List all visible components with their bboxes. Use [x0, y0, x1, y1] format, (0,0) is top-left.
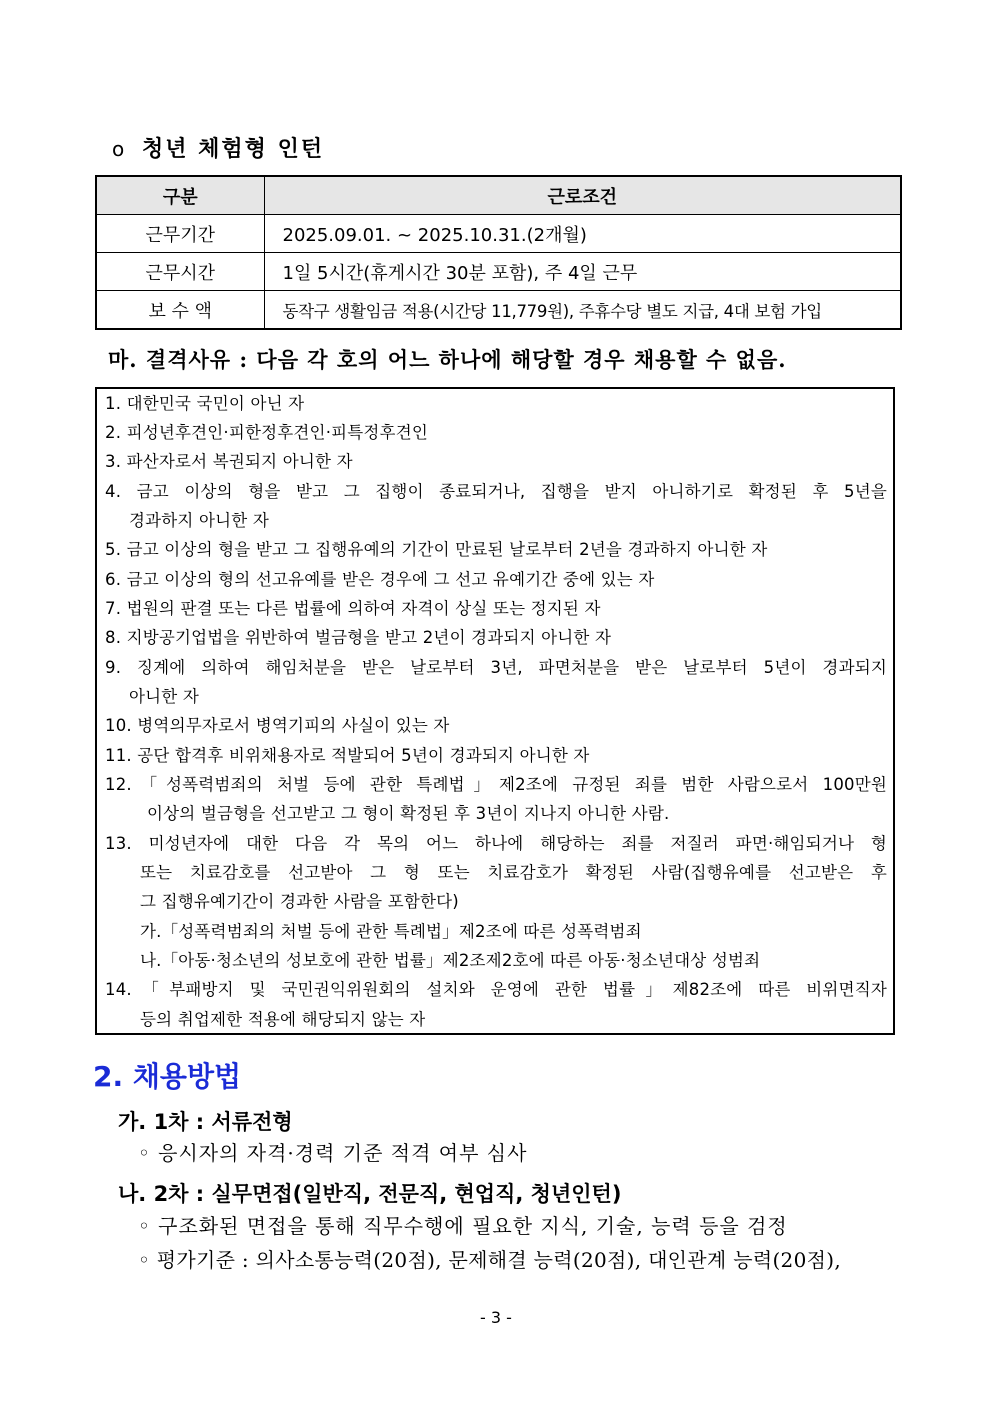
recruitment-method-title: 2. 채용방법 — [93, 1060, 242, 1093]
step2-bullet-1: ◦ 구조화된 면접을 통해 직무수행에 필요한 지식, 기술, 능력 등을 검정 — [138, 1214, 788, 1238]
list-item: 2. 피성년후견인·피한정후견인·피특정후견인 — [105, 423, 428, 442]
list-item: 3. 파산자로서 복권되지 아니한 자 — [105, 452, 353, 471]
step2-title: 나. 2차 : 실무면접(일반직, 전문직, 현업직, 청년인턴) — [118, 1182, 622, 1206]
list-item: 5. 금고 이상의 형을 받고 그 집행유예의 기간이 만료된 날로부터 2년을 경과하지 아니한 자 — [105, 540, 768, 559]
list-item: 4. 금고 이상의 형을 받고 그 집행이 종료되거나, 집행을 받지 아니하기로 확정된 후 5년을 — [105, 482, 887, 501]
circle-bullet-icon: o — [112, 137, 127, 161]
table-header-conditions: 근로조건 — [264, 176, 901, 215]
row-label-period: 근무기간 — [96, 215, 264, 253]
list-item-continued: 등의 취업제한 적용에 해당되지 않는 자 — [140, 1010, 426, 1029]
table-row — [96, 291, 901, 330]
list-item: 6. 금고 이상의 형의 선고유예를 받은 경우에 그 선고 유예기간 중에 있는 자 — [105, 570, 655, 589]
list-item: 9. 징계에 의하여 해임처분을 받은 날로부터 3년, 파면처분을 받은 날로부터 5년이 경과되지 — [105, 658, 887, 677]
list-item: 11. 공단 합격후 비위채용자로 적발되어 5년이 경과되지 아니한 자 — [105, 746, 590, 765]
list-item: 1. 대한민국 국민이 아닌 자 — [105, 394, 305, 413]
disqualification-title: 마. 결격사유 : 다음 각 호의 어느 하나에 해당할 경우 채용할 수 없음. — [108, 347, 787, 372]
page-number: - 3 - — [480, 1308, 512, 1327]
table-header-row — [96, 176, 901, 215]
intern-section-title — [112, 132, 324, 163]
list-item: 7. 법원의 판결 또는 다른 법률에 의하여 자격이 상실 또는 정지된 자 — [105, 599, 601, 618]
row-label-hours: 근무시간 — [96, 253, 264, 291]
table-header-category: 구분 — [96, 176, 264, 215]
list-subitem: 가.「성폭력범죄의 처벌 등에 관한 특례법」제2조에 따른 성폭력범죄 — [140, 922, 642, 941]
intern-title-text: 청년 체험형 인턴 — [142, 136, 325, 162]
row-value-pay: 동작구 생활임금 적용(시간당 11,779원), 주휴수당 별도 지급, 4대 보험 가입 — [264, 291, 901, 330]
row-label-pay: 보 수 액 — [96, 291, 264, 330]
list-item: 13. 미성년자에 대한 다음 각 목의 어느 하나에 해당하는 죄를 저질러 파면·해임되거나 형 — [105, 834, 887, 853]
table-row — [96, 253, 901, 291]
list-item: 8. 지방공기업법을 위반하여 벌금형을 받고 2년이 경과되지 아니한 자 — [105, 628, 612, 647]
step1-bullet: ◦ 응시자의 자격·경력 기준 적격 여부 심사 — [138, 1141, 528, 1165]
row-value-period: 2025.09.01. ~ 2025.10.31.(2개월) — [264, 215, 901, 253]
list-item: 12.「성폭력범죄의 처벌 등에 관한 특례법」제2조에 규정된 죄를 범한 사람으로서 100만원 — [105, 775, 887, 794]
list-item: 14.「부패방지 및 국민권익위원회의 설치와 운영에 관한 법률」제82조에 따른 비위면직자 — [105, 980, 887, 999]
list-item-continued: 아니한 자 — [129, 687, 200, 706]
step2-bullet-2: ◦ 평가기준 : 의사소통능력(20점), 문제해결 능력(20점), 대인관계 능력(20점), — [138, 1248, 841, 1272]
list-item-continued: 그 집행유예기간이 경과한 사람을 포함한다) — [140, 892, 459, 911]
row-value-hours: 1일 5시간(휴게시간 30분 포함), 주 4일 근무 — [264, 253, 901, 291]
step1-title: 가. 1차 : 서류전형 — [118, 1110, 293, 1134]
working-conditions-table — [95, 175, 902, 330]
table-row — [96, 215, 901, 253]
list-item-continued: 경과하지 아니한 자 — [129, 511, 270, 530]
list-item: 10. 병역의무자로서 병역기피의 사실이 있는 자 — [105, 716, 450, 735]
list-item-continued: 또는 치료감호를 선고받아 그 형 또는 치료감호가 확정된 사람(집행유예를 선고받은 후 — [140, 863, 887, 882]
list-item-continued: 이상의 벌금형을 선고받고 그 형이 확정된 후 3년이 지나지 아니한 사람. — [147, 804, 670, 823]
list-subitem: 나.「아동·청소년의 성보호에 관한 법률」제2조제2호에 따른 아동·청소년대상 성범죄 — [140, 951, 761, 970]
